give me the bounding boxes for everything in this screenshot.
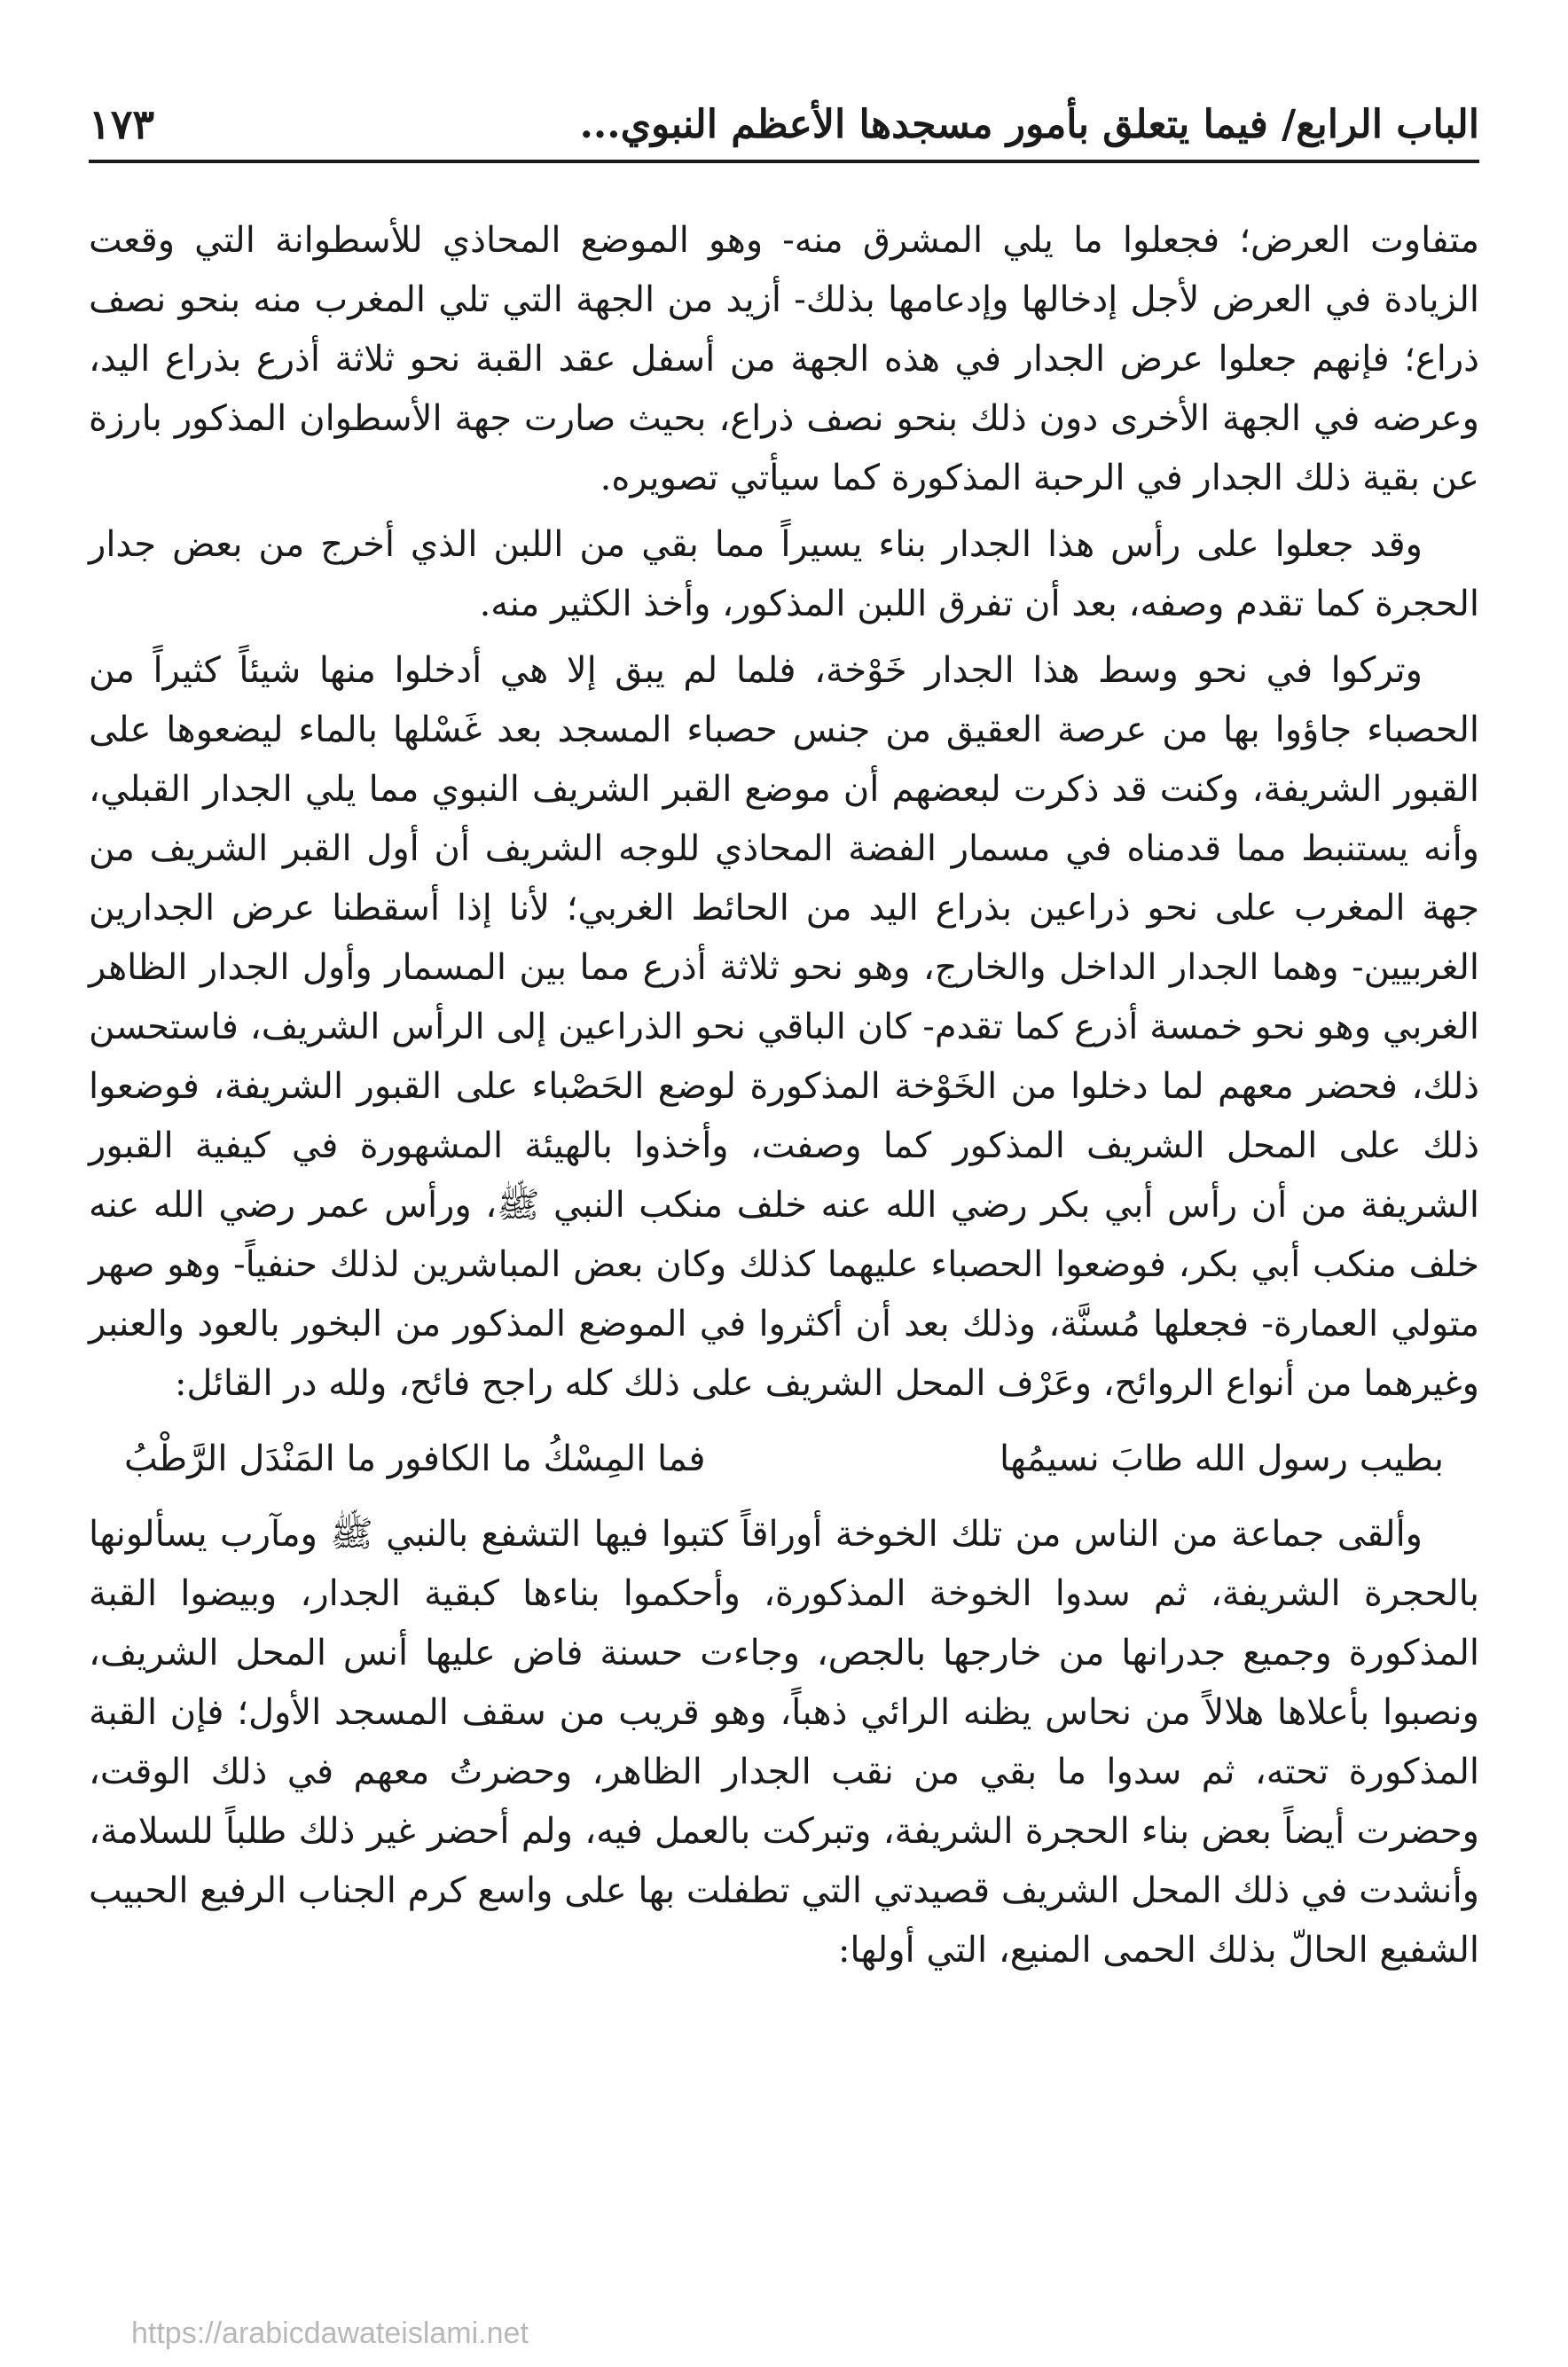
- verse-first-hemistich: بطيب رسول الله طابَ نسيمُها: [999, 1438, 1444, 1479]
- paragraph: وألقى جماعة من الناس من تلك الخوخة أوراقاً كتبوا فيها التشفع بالنبي ﷺ ومآرب يسألونها بالحجرة الشريفة، ثم سدوا الخوخة المذكورة، وأحكموا بناءها كبقية الجدار، وبيضوا القبة المذكورة وجميع جدرانها من خارجها بالجص، وجاءت حسنة فاض عليها أنس المحل الشريف، ونصبوا بأعلاها هلالاً من نحاس يظنه الرائي ذهباً، وهو قريب من سقف المسجد الأول؛ فإن القبة المذكورة تحته، ثم سدوا ما بقي من نقب الجدار الظاهر، وحضرتُ معهم في ذلك الوقت، وحضرت أيضاً بعض بناء الحجرة الشريفة، وتبركت بالعمل فيه، ولم أحضر غير ذلك طلباً للسلامة، وأنشدت في ذلك المحل الشريف قصيدتي التي تطفلت بها على واسع كرم الجناب الرفيع الحبيب الشفيع الحالّ بذلك الحمى المنيع، التي أولها:: [89, 1514, 1479, 1971]
- watermark-url: https://arabicdawateislami.net: [131, 2316, 529, 2350]
- page-number: ١٧٣: [89, 100, 155, 148]
- chapter-title: الباب الرابع/ فيما يتعلق بأمور مسجدها الأعظم النبوي...: [579, 101, 1479, 147]
- poetry-verse: [89, 1414, 1479, 1505]
- running-header: [89, 89, 1479, 163]
- body-text: [89, 211, 1479, 1980]
- paragraph: متفاوت العرض؛ فجعلوا ما يلي المشرق منه- وهو الموضع المحاذي للأسطوانة التي وقعت الزيادة في العرض لأجل إدخالها وإدعامها بذلك- أزيد من الجهة التي تلي المغرب منه بنحو نصف ذراع؛ فإنهم جعلوا عرض الجدار في هذه الجهة من أسفل عقد القبة نحو ثلاثة أذرع بذراع اليد، وعرضه في الجهة الأخرى دون ذلك بنحو نصف ذراع، بحيث صارت جهة الأسطوان المذكور بارزة عن بقية ذلك الجدار في الرحبة المذكورة كما سيأتي تصويره.: [89, 220, 1479, 498]
- paragraph: وتركوا في نحو وسط هذا الجدار خَوْخة، فلما لم يبق إلا هي أدخلوا منها شيئاً كثيراً من الحصباء جاؤوا بها من عرصة العقيق من جنس حصباء المسجد بعد غَسْلها بالماء ليضعوها على القبور الشريفة، وكنت قد ذكرت لبعضهم أن موضع القبر الشريف النبوي مما يلي الجدار القبلي، وأنه يستنبط مما قدمناه في مسمار الفضة المحاذي للوجه الشريف أن أول القبر الشريف من جهة المغرب على نحو ذراعين بذراع اليد من الحائط الغربي؛ لأنا إذا أسقطنا عرض الجدارين الغربيين- وهما الجدار الداخل والخارج، وهو نحو ثلاثة أذرع مما بين المسمار وأول الجدار الظاهر الغربي وهو نحو خمسة أذرع كما تقدم- كان الباقي نحو الذراعين إلى الرأس الشريف، فاستحسن ذلك، فحضر معهم لما دخلوا من الخَوْخة المذكورة لوضع الحَصْباء على القبور الشريفة، فوضعوا ذلك على المحل الشريف المذكور كما وصفت، وأخذوا بالهيئة المشهورة في كيفية القبور الشريفة من أن رأس أبي بكر رضي الله عنه خلف منكب النبي ﷺ، ورأس عمر رضي الله عنه خلف منكب أبي بكر، فوضعوا الحصباء عليهما كذلك وكان بعض المباشرين لذلك حنفياً- وهو صهر متولي العمارة- فجعلها مُسنَّة، وذلك بعد أن أكثروا في الموضع المذكور من البخور بالعود والعنبر وغيرهما من أنواع الروائح، وعَرْف المحل الشريف على ذلك كله راجح فائح، ولله در القائل:: [89, 650, 1479, 1404]
- verse-second-hemistich: فما المِسْكُ ما الكافور ما المَنْدَل الرَّطْبُ: [124, 1438, 706, 1479]
- paragraph: وقد جعلوا على رأس هذا الجدار بناء يسيراً مما بقي من اللبن الذي أخرج من بعض جدار الحجرة كما تقدم وصفه، بعد أن تفرق اللبن المذكور، وأخذ الكثير منه.: [89, 524, 1479, 624]
